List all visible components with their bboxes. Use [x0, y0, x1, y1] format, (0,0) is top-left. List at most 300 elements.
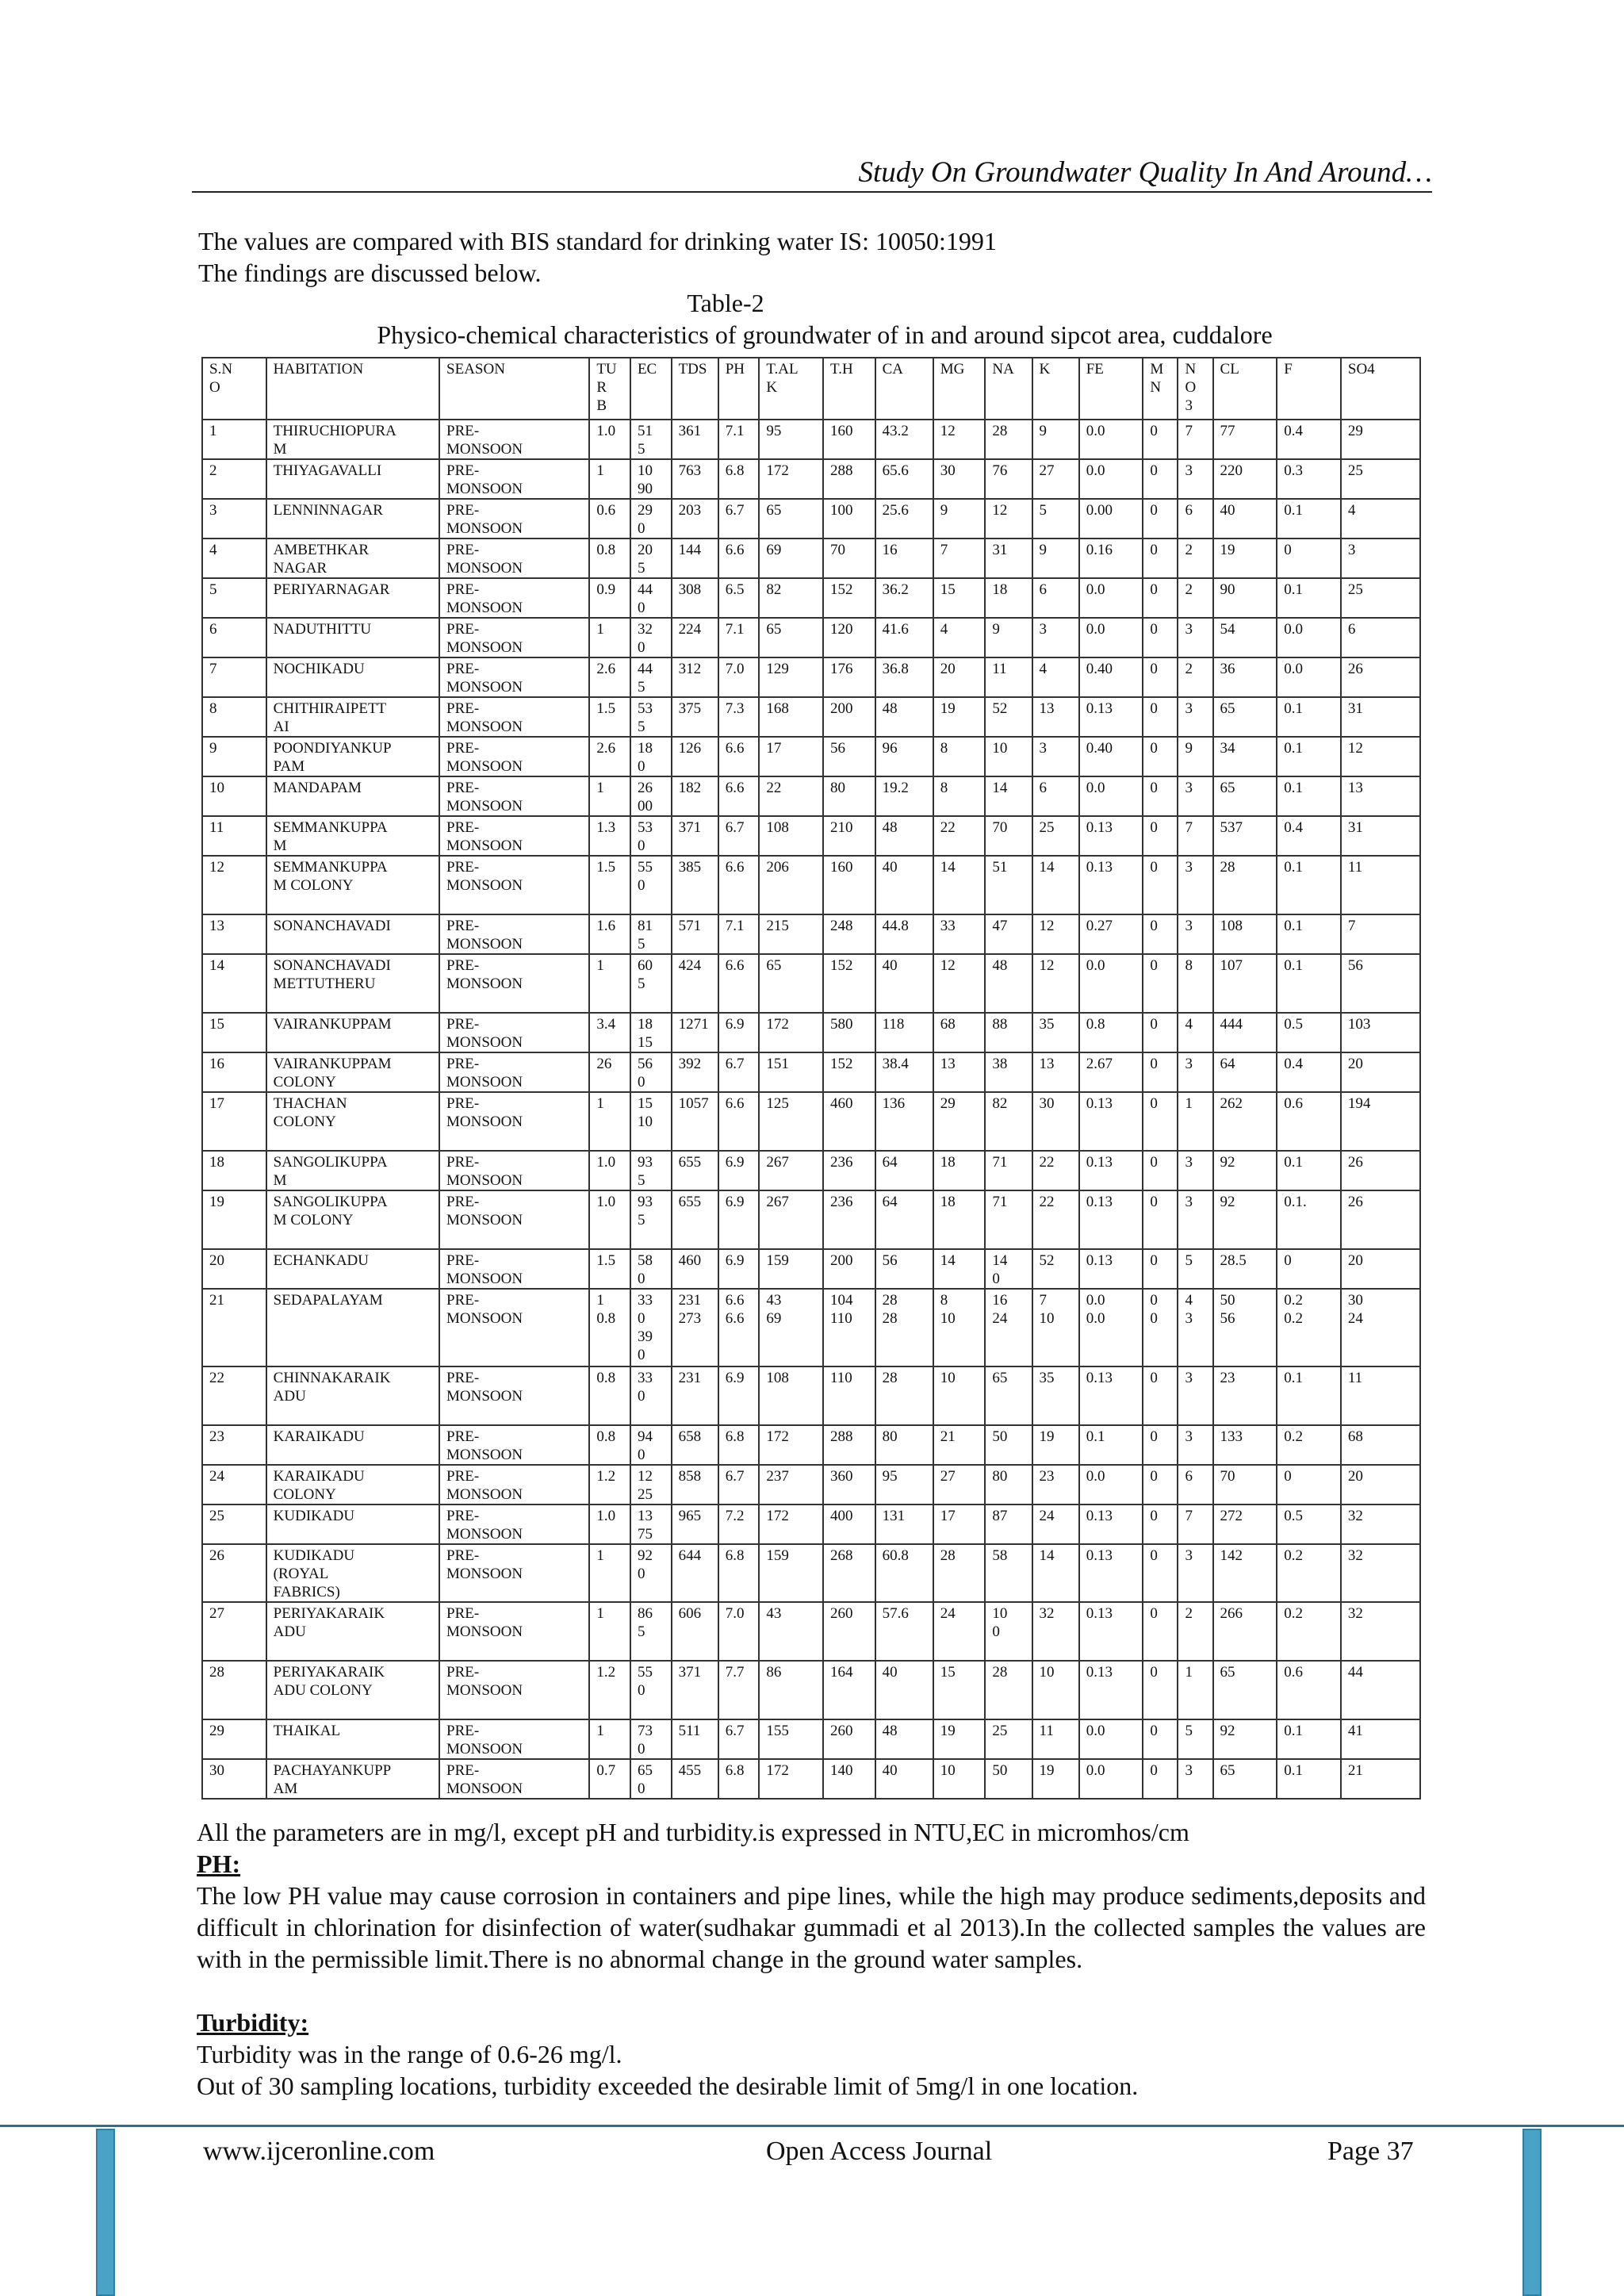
- intro-line-1: The values are compared with BIS standard for drinking water IS: 10050:1991: [198, 227, 997, 255]
- table-cell: 12: [985, 499, 1032, 539]
- row-number-cell: 10: [202, 776, 266, 816]
- table-cell: 3: [1178, 1425, 1212, 1465]
- table-cell: PRE- MONSOON: [439, 1092, 589, 1151]
- table-cell: PRE- MONSOON: [439, 914, 589, 954]
- row-number-cell: 4: [202, 539, 266, 578]
- table-cell: 375: [672, 697, 718, 737]
- column-header: MG: [933, 358, 986, 420]
- table-cell: 7: [1178, 816, 1212, 856]
- table-cell: 4: [1032, 657, 1079, 697]
- row-number-cell: 1: [202, 420, 266, 459]
- table-cell: 35: [1032, 1366, 1079, 1425]
- habitation-cell: VAIRANKUPPAM COLONY: [266, 1052, 439, 1092]
- table-cell: 3: [1178, 1366, 1212, 1425]
- table-cell: 34: [1213, 737, 1277, 776]
- table-cell: 6.8: [718, 1544, 760, 1602]
- table-row: [202, 1190, 1420, 1249]
- table-cell: 260: [823, 1719, 875, 1759]
- table-row: [202, 1759, 1420, 1799]
- table-row: [202, 1151, 1420, 1190]
- table-cell: 28: [933, 1544, 986, 1602]
- row-number-cell: 19: [202, 1190, 266, 1249]
- table-cell: 0.8: [589, 1425, 630, 1465]
- table-cell: 28 28: [875, 1289, 933, 1366]
- table-cell: 6: [1032, 776, 1079, 816]
- table-cell: 9: [1032, 420, 1079, 459]
- table-cell: 7 10: [1032, 1289, 1079, 1366]
- table-row: [202, 1544, 1420, 1602]
- table-cell: 0.1.: [1277, 1190, 1341, 1249]
- table-cell: 0.13: [1079, 1190, 1143, 1249]
- table-cell: PRE- MONSOON: [439, 618, 589, 657]
- row-number-cell: 27: [202, 1602, 266, 1661]
- table-cell: 103: [1341, 1013, 1420, 1052]
- table-cell: 12: [1032, 954, 1079, 1013]
- row-number-cell: 14: [202, 954, 266, 1013]
- habitation-cell: POONDIYANKUP PAM: [266, 737, 439, 776]
- table-cell: 19: [1032, 1425, 1079, 1465]
- habitation-cell: PERIYAKARAIK ADU COLONY: [266, 1661, 439, 1719]
- table-cell: 51: [985, 856, 1032, 914]
- table-cell: 200: [823, 697, 875, 737]
- table-cell: 33 0 39 0: [630, 1289, 672, 1366]
- table-cell: PRE- MONSOON: [439, 954, 589, 1013]
- table-cell: 14: [1032, 856, 1079, 914]
- table-cell: 7.2: [718, 1504, 760, 1544]
- table-cell: 22: [759, 776, 823, 816]
- table-cell: PRE- MONSOON: [439, 737, 589, 776]
- table-cell: 7.3: [718, 697, 760, 737]
- table-cell: 18 0: [630, 737, 672, 776]
- table-cell: 40: [875, 1661, 933, 1719]
- table-cell: 0.13: [1079, 816, 1143, 856]
- row-number-cell: 30: [202, 1759, 266, 1799]
- table-cell: 1: [589, 1719, 630, 1759]
- table-cell: 0.13: [1079, 1151, 1143, 1190]
- table-cell: 40: [875, 1759, 933, 1799]
- table-cell: 1.0: [589, 1504, 630, 1544]
- table-cell: 50 56: [1213, 1289, 1277, 1366]
- table-cell: 0: [1143, 1504, 1178, 1544]
- table-row: [202, 697, 1420, 737]
- habitation-cell: PACHAYANKUPP AM: [266, 1759, 439, 1799]
- table-cell: 53 5: [630, 697, 672, 737]
- table-cell: 6.7: [718, 499, 760, 539]
- table-cell: 6.6: [718, 856, 760, 914]
- row-number-cell: 3: [202, 499, 266, 539]
- table-cell: 3: [1178, 459, 1212, 499]
- table-cell: 224: [672, 618, 718, 657]
- table-cell: 133: [1213, 1425, 1277, 1465]
- column-header: FE: [1079, 358, 1143, 420]
- turbidity-heading: Turbidity:: [197, 2008, 309, 2037]
- table-cell: 11: [1341, 856, 1420, 914]
- table-cell: 0: [1143, 1661, 1178, 1719]
- table-cell: 1271: [672, 1013, 718, 1052]
- table-cell: 0: [1143, 856, 1178, 914]
- table-cell: 52: [1032, 1249, 1079, 1289]
- habitation-cell: NADUTHITTU: [266, 618, 439, 657]
- table-cell: 26: [1341, 1190, 1420, 1249]
- table-cell: 268: [823, 1544, 875, 1602]
- table-cell: 25: [1341, 459, 1420, 499]
- table-cell: 0: [1143, 1190, 1178, 1249]
- table-cell: 0.3: [1277, 459, 1341, 499]
- table-cell: 0.8: [1079, 1013, 1143, 1052]
- units-note: All the parameters are in mg/l, except pH and turbidity.is expressed in NTU,EC in micromhos/cm: [197, 1818, 1189, 1846]
- table-cell: 3: [1178, 1759, 1212, 1799]
- table-cell: 360: [823, 1465, 875, 1504]
- table-cell: 13: [1341, 776, 1420, 816]
- table-cell: 248: [823, 914, 875, 954]
- table-cell: 82: [985, 1092, 1032, 1151]
- header-rule: [192, 191, 1432, 193]
- table-cell: 0.4: [1277, 1052, 1341, 1092]
- table-cell: 206: [759, 856, 823, 914]
- table-cell: 17: [933, 1504, 986, 1544]
- table-cell: 0.5: [1277, 1013, 1341, 1052]
- table-cell: 0.5: [1277, 1504, 1341, 1544]
- column-header: NA: [985, 358, 1032, 420]
- table-cell: 0: [1143, 657, 1178, 697]
- table-cell: 35: [1032, 1013, 1079, 1052]
- table-cell: 73 0: [630, 1719, 672, 1759]
- ph-paragraph: The low PH value may cause corrosion in containers and pipe lines, while the high may produce sediments,deposits and difficult in chlorination for disinfection of water(sudhakar gummadi et al 2013).In the collected samples the values are with in the permissible limit.There is no abnormal change in the ground water samples.: [197, 1881, 1426, 1973]
- table-cell: 176: [823, 657, 875, 697]
- table-cell: 6.5: [718, 578, 760, 618]
- table-cell: 1.2: [589, 1661, 630, 1719]
- table-cell: 0: [1143, 499, 1178, 539]
- table-cell: 19: [1213, 539, 1277, 578]
- table-cell: 272: [1213, 1504, 1277, 1544]
- table-cell: 763: [672, 459, 718, 499]
- table-cell: 2.67: [1079, 1052, 1143, 1092]
- table-cell: 120: [823, 618, 875, 657]
- table-cell: PRE- MONSOON: [439, 499, 589, 539]
- column-header: EC: [630, 358, 672, 420]
- table-cell: 0: [1143, 737, 1178, 776]
- table-cell: 0: [1143, 914, 1178, 954]
- table-cell: PRE- MONSOON: [439, 1190, 589, 1249]
- table-cell: 0: [1143, 816, 1178, 856]
- table-cell: 2: [1178, 578, 1212, 618]
- table-cell: PRE- MONSOON: [439, 1425, 589, 1465]
- table-cell: 28: [875, 1366, 933, 1425]
- table-cell: 23: [1032, 1465, 1079, 1504]
- table-cell: 26: [589, 1052, 630, 1092]
- table-cell: 48: [875, 1719, 933, 1759]
- table-cell: 65: [759, 954, 823, 1013]
- table-cell: 21: [1341, 1759, 1420, 1799]
- table-cell: 1: [589, 1092, 630, 1151]
- table-row: [202, 1661, 1420, 1719]
- table-cell: 58 0: [630, 1249, 672, 1289]
- row-number-cell: 11: [202, 816, 266, 856]
- table-cell: 36: [1213, 657, 1277, 697]
- footer-rule: [0, 2125, 1624, 2127]
- column-header: PH: [718, 358, 760, 420]
- table-cell: 108: [759, 816, 823, 856]
- table-cell: 0.8: [589, 1366, 630, 1425]
- table-cell: 4: [933, 618, 986, 657]
- table-cell: 14: [933, 856, 986, 914]
- table-cell: 76: [985, 459, 1032, 499]
- row-number-cell: 20: [202, 1249, 266, 1289]
- column-header: CL: [1213, 358, 1277, 420]
- table-cell: 0: [1277, 1465, 1341, 1504]
- table-cell: 5: [1178, 1719, 1212, 1759]
- table-cell: 0: [1143, 1425, 1178, 1465]
- table-cell: PRE- MONSOON: [439, 1544, 589, 1602]
- table-cell: 21: [933, 1425, 986, 1465]
- habitation-cell: KARAIKADU COLONY: [266, 1465, 439, 1504]
- table-cell: 96: [875, 737, 933, 776]
- table-row: [202, 1425, 1420, 1465]
- table-cell: 16: [875, 539, 933, 578]
- table-cell: 3: [1178, 1544, 1212, 1602]
- table-cell: 31: [1341, 816, 1420, 856]
- table-cell: 655: [672, 1151, 718, 1190]
- table-cell: PRE- MONSOON: [439, 1366, 589, 1425]
- habitation-cell: SANGOLIKUPPA M: [266, 1151, 439, 1190]
- table-cell: 0: [1143, 618, 1178, 657]
- table-cell: 1: [589, 618, 630, 657]
- table-cell: 0.2: [1277, 1602, 1341, 1661]
- table-cell: 7.0: [718, 657, 760, 697]
- table-cell: PRE- MONSOON: [439, 1465, 589, 1504]
- table-cell: 88: [985, 1013, 1032, 1052]
- table-row: [202, 618, 1420, 657]
- row-number-cell: 9: [202, 737, 266, 776]
- table-cell: 43 69: [759, 1289, 823, 1366]
- table-cell: 25: [985, 1719, 1032, 1759]
- table-cell: PRE- MONSOON: [439, 1719, 589, 1759]
- row-number-cell: 12: [202, 856, 266, 914]
- table-cell: 308: [672, 578, 718, 618]
- habitation-cell: SONANCHAVADI METTUTHERU: [266, 954, 439, 1013]
- table-cell: 24: [933, 1602, 986, 1661]
- table-cell: 7: [1341, 914, 1420, 954]
- table-cell: 65.6: [875, 459, 933, 499]
- table-cell: 31: [1341, 697, 1420, 737]
- table-cell: 65: [1213, 1759, 1277, 1799]
- table-cell: 288: [823, 459, 875, 499]
- table-row: [202, 539, 1420, 578]
- table-cell: 160: [823, 856, 875, 914]
- column-header: F: [1277, 358, 1341, 420]
- table-cell: 65: [985, 1366, 1032, 1425]
- table-cell: 12: [933, 420, 986, 459]
- row-number-cell: 8: [202, 697, 266, 737]
- table-cell: 14: [933, 1249, 986, 1289]
- table-cell: 1: [1178, 1092, 1212, 1151]
- table-cell: 110: [823, 1366, 875, 1425]
- table-cell: 6.6: [718, 954, 760, 1013]
- table-cell: 1.5: [589, 697, 630, 737]
- table-cell: 22: [1032, 1151, 1079, 1190]
- table-cell: 172: [759, 459, 823, 499]
- table-cell: 69: [759, 539, 823, 578]
- table-cell: 20: [933, 657, 986, 697]
- table-cell: 6.9: [718, 1249, 760, 1289]
- table-cell: 5: [1178, 1249, 1212, 1289]
- table-cell: 38.4: [875, 1052, 933, 1092]
- table-cell: 0.0: [1079, 954, 1143, 1013]
- table-cell: 140: [823, 1759, 875, 1799]
- column-header: S.N O: [202, 358, 266, 420]
- table-cell: 40: [875, 954, 933, 1013]
- table-cell: 6.9: [718, 1190, 760, 1249]
- table-cell: 385: [672, 856, 718, 914]
- table-cell: 3: [1178, 856, 1212, 914]
- table-cell: 18: [985, 578, 1032, 618]
- table-cell: 55 0: [630, 1661, 672, 1719]
- table-cell: 23: [1213, 1366, 1277, 1425]
- row-number-cell: 25: [202, 1504, 266, 1544]
- row-number-cell: 16: [202, 1052, 266, 1092]
- table-cell: 288: [823, 1425, 875, 1465]
- table-cell: 0.1: [1277, 1719, 1341, 1759]
- table-cell: 0.1: [1277, 856, 1341, 914]
- table-cell: 0.13: [1079, 1366, 1143, 1425]
- table-cell: 0.9: [589, 578, 630, 618]
- table-cell: 0.0: [1079, 420, 1143, 459]
- column-header: T.AL K: [759, 358, 823, 420]
- turbidity-section: [197, 2007, 1426, 2102]
- column-header: TUR B: [589, 358, 630, 420]
- table-cell: 70: [985, 816, 1032, 856]
- habitation-cell: CHITHIRAIPETT AI: [266, 697, 439, 737]
- row-number-cell: 28: [202, 1661, 266, 1719]
- table-cell: PRE- MONSOON: [439, 1661, 589, 1719]
- habitation-cell: SEMMANKUPPA M: [266, 816, 439, 856]
- table-cell: 0.4: [1277, 816, 1341, 856]
- table-cell: 80: [985, 1465, 1032, 1504]
- table-cell: 32: [1341, 1544, 1420, 1602]
- table-cell: 6.7: [718, 1052, 760, 1092]
- table-cell: PRE- MONSOON: [439, 459, 589, 499]
- table-cell: 0.1: [1277, 499, 1341, 539]
- footer-page-number: Page 37: [1327, 2137, 1414, 2166]
- column-header: K: [1032, 358, 1079, 420]
- table-cell: 27: [1032, 459, 1079, 499]
- table-cell: 56: [1341, 954, 1420, 1013]
- table-cell: 0.0 0.0: [1079, 1289, 1143, 1366]
- table-cell: 0.13: [1079, 856, 1143, 914]
- table-cell: 17: [759, 737, 823, 776]
- table-cell: 1 0.8: [589, 1289, 630, 1366]
- column-header: CA: [875, 358, 933, 420]
- table-cell: 2: [1178, 1602, 1212, 1661]
- table-cell: 0.1: [1277, 578, 1341, 618]
- column-header: HABITATION: [266, 358, 439, 420]
- column-header: N O 3: [1178, 358, 1212, 420]
- table-cell: 30 24: [1341, 1289, 1420, 1366]
- table-cell: 7.7: [718, 1661, 760, 1719]
- table-cell: 160: [823, 420, 875, 459]
- table-cell: 24: [1032, 1504, 1079, 1544]
- table-cell: 172: [759, 1759, 823, 1799]
- table-cell: PRE- MONSOON: [439, 420, 589, 459]
- table-cell: 6.7: [718, 1465, 760, 1504]
- table-cell: 152: [823, 578, 875, 618]
- table-cell: 29 0: [630, 499, 672, 539]
- table-cell: 25: [1341, 578, 1420, 618]
- table-cell: 13 75: [630, 1504, 672, 1544]
- table-cell: 0: [1143, 1544, 1178, 1602]
- table-header-row: [202, 358, 1420, 420]
- table-cell: 57.6: [875, 1602, 933, 1661]
- table-cell: 53 0: [630, 816, 672, 856]
- table-cell: 203: [672, 499, 718, 539]
- table-caption: Physico-chemical characteristics of groundwater of in and around sipcot area, cuddalore: [377, 320, 1273, 349]
- table-cell: 44: [1341, 1661, 1420, 1719]
- table-cell: 93 5: [630, 1151, 672, 1190]
- table-cell: PRE- MONSOON: [439, 578, 589, 618]
- row-number-cell: 18: [202, 1151, 266, 1190]
- table-cell: 4: [1178, 1013, 1212, 1052]
- table-cell: 231: [672, 1366, 718, 1425]
- table-cell: 70: [1213, 1465, 1277, 1504]
- table-cell: 0.40: [1079, 657, 1143, 697]
- table-cell: 95: [759, 420, 823, 459]
- habitation-cell: PERIYARNAGAR: [266, 578, 439, 618]
- table-cell: 40: [875, 856, 933, 914]
- intro-line-2: The findings are discussed below.: [198, 259, 542, 287]
- table-cell: PRE- MONSOON: [439, 1249, 589, 1289]
- table-cell: 400: [823, 1504, 875, 1544]
- table-cell: 266: [1213, 1602, 1277, 1661]
- table-row: [202, 499, 1420, 539]
- table-cell: 0.13: [1079, 1249, 1143, 1289]
- table-row: [202, 1289, 1420, 1366]
- table-cell: 43.2: [875, 420, 933, 459]
- table-row: [202, 1366, 1420, 1425]
- habitation-cell: THACHAN COLONY: [266, 1092, 439, 1151]
- table-row: [202, 578, 1420, 618]
- table-cell: 3: [1178, 1151, 1212, 1190]
- table-cell: 60.8: [875, 1544, 933, 1602]
- table-cell: 129: [759, 657, 823, 697]
- table-cell: 86 5: [630, 1602, 672, 1661]
- habitation-cell: KUDIKADU: [266, 1504, 439, 1544]
- table-cell: 0: [1143, 578, 1178, 618]
- table-cell: 236: [823, 1190, 875, 1249]
- row-number-cell: 2: [202, 459, 266, 499]
- table-cell: 444: [1213, 1013, 1277, 1052]
- table-cell: 108: [759, 1366, 823, 1425]
- table-row: [202, 1719, 1420, 1759]
- table-cell: 3: [1032, 737, 1079, 776]
- table-row: [202, 1052, 1420, 1092]
- table-cell: 606: [672, 1602, 718, 1661]
- table-cell: 371: [672, 1661, 718, 1719]
- table-cell: 48: [875, 816, 933, 856]
- table-cell: 210: [823, 816, 875, 856]
- table-cell: 0.8: [589, 539, 630, 578]
- table-cell: 371: [672, 816, 718, 856]
- table-label: Table-2: [687, 289, 764, 317]
- table-row: [202, 914, 1420, 954]
- table-cell: 0: [1277, 539, 1341, 578]
- table-cell: 19.2: [875, 776, 933, 816]
- table-cell: 13: [1032, 697, 1079, 737]
- table-cell: 644: [672, 1544, 718, 1602]
- table-cell: 82: [759, 578, 823, 618]
- table-cell: 77: [1213, 420, 1277, 459]
- table-cell: 0.7: [589, 1759, 630, 1799]
- table-cell: 92: [1213, 1151, 1277, 1190]
